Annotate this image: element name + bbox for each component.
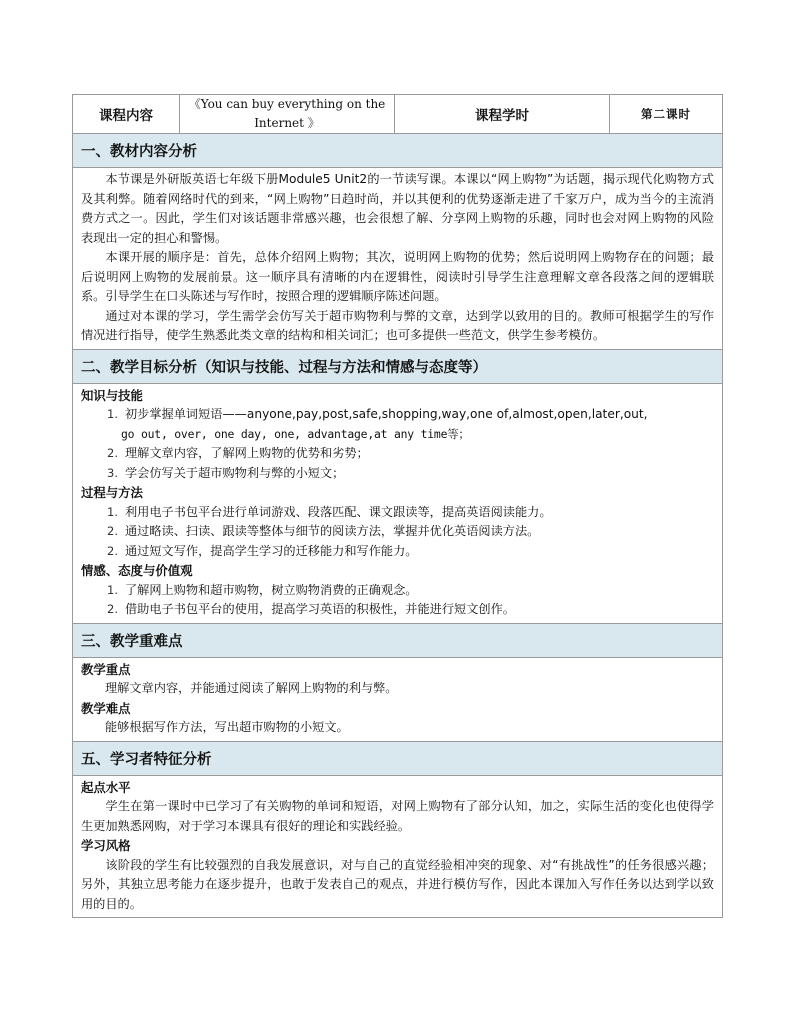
list-item <box>107 522 714 542</box>
section-title-key-difficult-points: 三、教学重难点 <box>73 623 723 657</box>
section-body-row <box>73 383 723 623</box>
section-title-teaching-goals: 二、教学目标分析（知识与技能、过程与方法和情感与态度等） <box>73 349 723 383</box>
list-number: 2. <box>107 543 118 558</box>
paragraph: 通过对本课的学习，学生需学会仿写关于超市购物利与弊的文章，达到学以致用的目的。教师可根据学生的写作情况进行指导，使学生熟悉此类文章的结构和相关词汇；也可多提供一些范文，供学生参考模仿。 <box>81 308 714 342</box>
subheading-knowledge-skills: 知识与技能 <box>81 387 143 403</box>
list-number: 1. <box>107 582 118 597</box>
list-text: 初步掌握单词短语——anyone,pay,post,safe,shopping,way,one of,almost,open,later,out, <box>125 407 648 421</box>
difficult-point-text: 能够根据写作方法，写出超市购物的小短文。 <box>105 720 349 734</box>
material-analysis-body <box>73 168 723 350</box>
list-text: 理解文章内容，了解网上购物的优势和劣势； <box>125 446 369 460</box>
list-item <box>107 503 714 523</box>
paragraph: 学生在第一课时中已学习了有关购物的单词和短语，对网上购物有了部分认知，加之，实际生活的变化也使得学生更加熟悉网购，对于学习本课具有很好的理论和实践经验。 <box>81 799 714 833</box>
course-content-label: 课程内容 <box>73 95 180 134</box>
list-number: 1. <box>107 407 118 421</box>
teaching-goals-body <box>73 383 723 623</box>
list-item <box>107 444 714 464</box>
header-row <box>73 95 723 134</box>
course-topic: 《You can buy everything on the Internet 》 <box>180 95 395 134</box>
list-number: 3. <box>107 465 118 480</box>
section-heading-row <box>73 134 723 168</box>
course-hours-value: 第二课时 <box>610 95 723 134</box>
section-title-learner-analysis: 五、学习者特征分析 <box>73 741 723 775</box>
section-body-row <box>73 168 723 350</box>
list-item-continuation: go out, over, one day, one, advantage,at any time等； <box>121 426 470 441</box>
paragraph: 该阶段的学生有比较强烈的自我发展意识，对与自己的直觉经验相冲突的现象、对“有挑战性”的任务很感兴趣；另外，其独立思考能力在逐步提升，也敢于发表自己的观点，并进行模仿写作，因此本课加入写作任务以达到学以致用的目的。 <box>81 857 714 911</box>
list-text: 利用电子书包平台进行单词游戏、段落匹配、课文跟读等，提高英语阅读能力。 <box>125 504 552 519</box>
subheading-starting-level: 起点水平 <box>81 779 131 795</box>
list-item <box>107 600 714 620</box>
section-heading-row <box>73 623 723 657</box>
list-number: 1. <box>107 504 118 519</box>
list-number: 2. <box>107 446 118 460</box>
subheading-difficult-point: 教学难点 <box>81 700 131 716</box>
section-heading-row <box>73 349 723 383</box>
section-body-row <box>73 657 723 741</box>
key-difficult-points-body <box>73 657 723 741</box>
section-title-material-analysis: 一、教材内容分析 <box>73 134 723 168</box>
subheading-learning-style: 学习风格 <box>81 838 131 853</box>
list-item <box>107 464 714 484</box>
list-item <box>107 405 714 425</box>
list-item <box>107 581 714 601</box>
list-text: 借助电子书包平台的使用，提高学习英语的积极性，并能进行短文创作。 <box>125 602 515 616</box>
list-text: 通过短文写作，提高学生学习的迁移能力和写作能力。 <box>125 543 418 558</box>
list-text: 学会仿写关于超市购物利与弊的小短文； <box>125 465 345 480</box>
list-text: 了解网上购物和超市购物，树立购物消费的正确观念。 <box>125 582 418 597</box>
list-text: 通过略读、扫读、跟读等整体与细节的阅读方法，掌握并优化英语阅读方法。 <box>125 524 540 538</box>
subheading-key-point: 教学重点 <box>81 661 131 677</box>
list-number: 2. <box>107 524 118 538</box>
learner-analysis-body <box>73 775 723 918</box>
list-item <box>107 542 714 562</box>
section-body-row <box>73 775 723 918</box>
course-hours-label: 课程学时 <box>395 95 610 134</box>
subheading-emotions-values: 情感、态度与价值观 <box>81 563 193 578</box>
list-number: 2. <box>107 602 118 616</box>
subheading-process-methods: 过程与方法 <box>81 485 143 500</box>
key-point-text: 理解文章内容，并能通过阅读了解网上购物的利与弊。 <box>105 681 398 695</box>
section-heading-row <box>73 741 723 775</box>
lesson-plan-table <box>72 94 723 918</box>
paragraph: 本节课是外研版英语七年级下册Module5 Unit2的一节读写课。本课以“网上购物”为话题，揭示现代化购物方式及其利弊。随着网络时代的到来，“网上购物”日趋时尚，并以其便利的优势逐渐走进了千家万户，成为当今的主流消费方式之一。因此，学生们对该话题非常感兴趣，也会很想了解、分享网上购物的乐趣，同时也会对网上购物的风险表现出一定的担心和警惕。 <box>81 172 714 245</box>
lesson-plan-page <box>72 94 722 918</box>
paragraph: 本课开展的顺序是：首先，总体介绍网上购物；其次，说明网上购物的优势；然后说明网上购物存在的问题；最后说明网上购物的发展前景。这一顺序具有清晰的内在逻辑性，阅读时引导学生注意理解文章各段落之间的逻辑联系。引导学生在口头陈述与写作时，按照合理的逻辑顺序陈述问题。 <box>81 250 714 303</box>
